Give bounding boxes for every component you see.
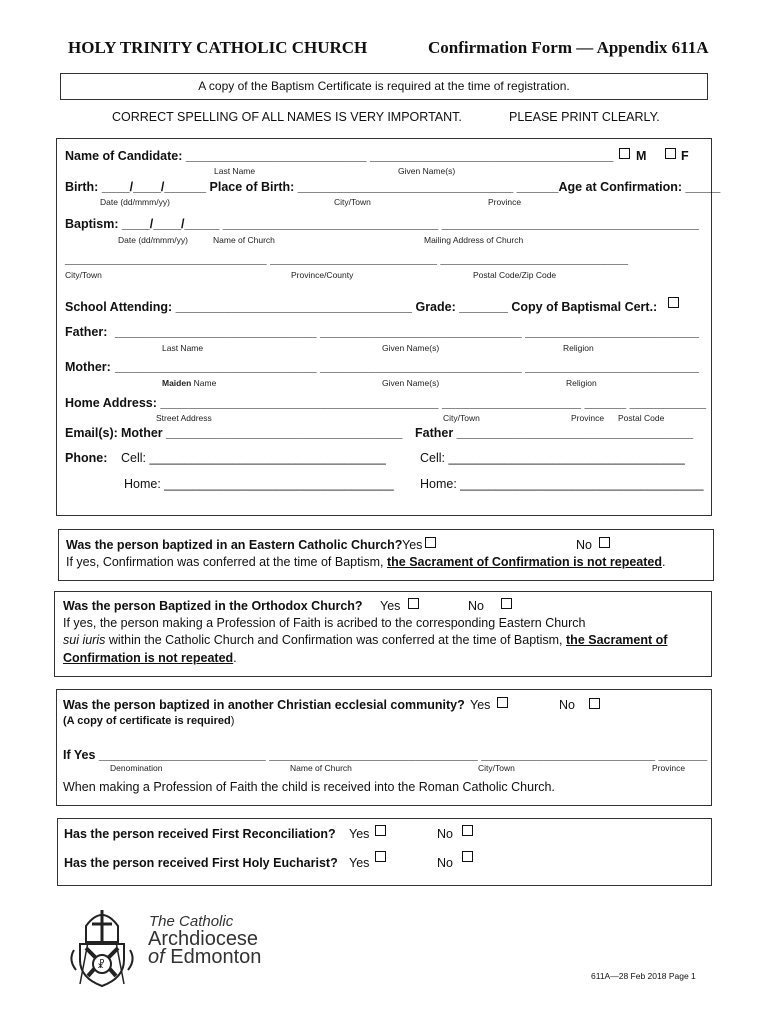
profession-note: When making a Profession of Faith the child is received into the Roman Catholic Church. [63, 780, 555, 794]
last-name-caption: Last Name [214, 166, 256, 176]
reconciliation-yes-checkbox[interactable] [375, 825, 386, 836]
eastern-no-checkbox[interactable] [599, 537, 610, 548]
father-last-caption: Last Name [162, 343, 204, 353]
reconciliation-no-checkbox[interactable] [462, 825, 473, 836]
mother-given-caption: Given Name(s) [382, 378, 440, 388]
svg-text:☧: ☧ [97, 960, 105, 971]
school-field[interactable]: School Attending: __________________________________ Grade: _______ Copy of Baptismal Cert.: [65, 300, 658, 314]
eastern-yes-label: Yes [402, 538, 423, 552]
copy-note-end: ) [230, 715, 235, 727]
baptism-church-caption: Name of Church [213, 235, 275, 245]
given-names-caption: Given Name(s) [398, 166, 456, 176]
baptism-field[interactable]: Baptism: ____/____/_____ _______________________________ _____________________________________ [65, 217, 699, 231]
baptism-address-lines[interactable]: _____________________________ ________________________ ___________________________ [65, 252, 629, 266]
baptism-mailing-caption: Mailing Address of Church [424, 235, 524, 245]
notice-box [60, 73, 708, 100]
ecclesial-city-caption: City/Town [478, 763, 515, 773]
if-yes-field[interactable]: If Yes ________________________ ______________________________ _________________________ _______ [63, 748, 708, 762]
logo-edmonton: Edmonton [170, 946, 262, 968]
print-instruction: PLEASE PRINT CLEARLY. [509, 110, 660, 124]
reconciliation-yes-label: Yes [349, 827, 370, 841]
address-city-caption: City/Town [443, 413, 480, 423]
father-religion-caption: Religion [563, 343, 594, 353]
father-label: Father: [65, 325, 108, 339]
church-name: HOLY TRINITY CATHOLIC CHURCH [68, 38, 368, 57]
form-title: Confirmation Form — Appendix 611A [428, 38, 709, 57]
mother-email-field[interactable]: Mother __________________________________ [121, 426, 403, 440]
eastern-question: Was the person baptized in an Eastern Catholic Church? [66, 538, 403, 552]
eastern-note [66, 555, 666, 569]
eastern-no-label: No [576, 538, 592, 552]
male-checkbox[interactable] [619, 148, 630, 159]
father-name-lines[interactable]: _____________________________ _____________________________ _________________________ [115, 325, 699, 339]
mother-home-phone-field[interactable]: Home: _________________________________ [124, 477, 394, 491]
logo-line-3 [148, 946, 261, 969]
eucharist-question: Has the person received First Holy Eucharist? [64, 856, 338, 870]
page-footer: 611A—28 Feb 2018 Page 1 [591, 971, 696, 981]
maiden-rest: Name [191, 378, 217, 388]
eucharist-yes-checkbox[interactable] [375, 851, 386, 862]
mother-religion-caption: Religion [566, 378, 597, 388]
baptismal-cert-checkbox[interactable] [668, 297, 679, 308]
orthodox-line-3 [63, 651, 237, 665]
mother-name-lines[interactable]: _____________________________ _____________________________ _________________________ [115, 360, 699, 374]
ecclesial-no-label: No [559, 698, 575, 712]
orthodox-line-2-text: within the Catholic Church and Confirmation was conferred at the time of Baptism, [105, 633, 567, 647]
orthodox-no-label: No [468, 599, 484, 613]
candidate-name-field[interactable]: Name of Candidate: __________________________ ___________________________________ [65, 149, 614, 163]
orthodox-line-2 [63, 633, 667, 647]
birth-date-caption: Date (dd/mmm/yy) [100, 197, 170, 207]
mother-cell-field[interactable]: Cell: __________________________________ [121, 451, 386, 465]
street-caption: Street Address [156, 413, 212, 423]
mother-maiden-caption [162, 378, 216, 388]
spelling-instruction: CORRECT SPELLING OF ALL NAMES IS VERY IMPORTANT. [112, 110, 462, 124]
notice-text: A copy of the Baptism Certificate is required at the time of registration. [198, 79, 570, 93]
baptism-postal-caption: Postal Code/Zip Code [473, 270, 557, 280]
father-cell-field[interactable]: Cell: __________________________________ [420, 451, 685, 465]
eucharist-yes-label: Yes [349, 856, 370, 870]
sui-iuris: sui iuris [63, 633, 106, 647]
birth-province-caption: Province [488, 197, 522, 207]
male-label: M [636, 149, 647, 163]
denomination-caption: Denomination [110, 763, 163, 773]
orthodox-line-1: If yes, the person making a Profession of Faith is acribed to the corresponding Eastern Church [63, 616, 586, 630]
orthodox-yes-checkbox[interactable] [408, 598, 419, 609]
logo-line-1: The Catholic [149, 913, 234, 930]
father-home-phone-field[interactable]: Home: ___________________________________ [420, 477, 704, 491]
ecclesial-church-caption: Name of Church [290, 763, 352, 773]
maiden-bold: Maiden [162, 378, 192, 388]
orthodox-line-3-emph: Confirmation is not repeated [63, 651, 234, 665]
baptism-date-caption: Date (dd/mmm/yy) [118, 235, 188, 245]
orthodox-question: Was the person Baptized in the Orthodox Church? [63, 599, 363, 613]
eastern-yes-checkbox[interactable] [425, 537, 436, 548]
eastern-note-end: . [662, 555, 666, 569]
birth-field[interactable]: Birth: ____/____/______ Place of Birth: _______________________________ ______Age at Confirmation: _____ [65, 180, 721, 194]
eucharist-no-label: No [437, 856, 453, 870]
copy-note [63, 715, 234, 727]
eucharist-no-checkbox[interactable] [462, 851, 473, 862]
ecclesial-yes-label: Yes [470, 698, 491, 712]
phone-label: Phone: [65, 451, 108, 465]
home-address-field[interactable]: Home Address: ________________________________________ ____________________ ______ ___________ [65, 396, 707, 410]
address-postal-caption: Postal Code [618, 413, 665, 423]
logo-of: of [148, 946, 165, 968]
female-checkbox[interactable] [665, 148, 676, 159]
address-province-caption: Province [571, 413, 605, 423]
orthodox-line-2-emph: the Sacrament of [566, 633, 668, 647]
ecclesial-question: Was the person baptized in another Christian ecclesial community? [63, 698, 465, 712]
eastern-note-emph: the Sacrament of Confirmation is not repeated [386, 555, 663, 569]
copy-note-bold: (A copy of certificate is required [63, 715, 231, 727]
archdiocese-crest [66, 898, 138, 988]
reconciliation-question: Has the person received First Reconciliation? [64, 827, 336, 841]
ecclesial-yes-checkbox[interactable] [497, 697, 508, 708]
eastern-note-text: If yes, Confirmation was conferred at the time of Baptism, [66, 555, 387, 569]
ecclesial-no-checkbox[interactable] [589, 698, 600, 709]
father-email-field[interactable]: Father __________________________________ [415, 426, 694, 440]
mother-label: Mother: [65, 360, 111, 374]
orthodox-line-3-end: . [233, 651, 237, 665]
ecclesial-province-caption: Province [652, 763, 686, 773]
orthodox-no-checkbox[interactable] [501, 598, 512, 609]
baptism-province-caption: Province/County [291, 270, 354, 280]
mitre-crest-icon [66, 898, 138, 988]
baptism-city-caption: City/Town [65, 270, 102, 280]
email-label: Email(s): [65, 426, 118, 440]
logo-line-2: Archdiocese [148, 928, 259, 950]
father-given-caption: Given Name(s) [382, 343, 440, 353]
female-label: F [681, 149, 689, 163]
orthodox-yes-label: Yes [380, 599, 401, 613]
reconciliation-no-label: No [437, 827, 453, 841]
birth-city-caption: City/Town [334, 197, 371, 207]
